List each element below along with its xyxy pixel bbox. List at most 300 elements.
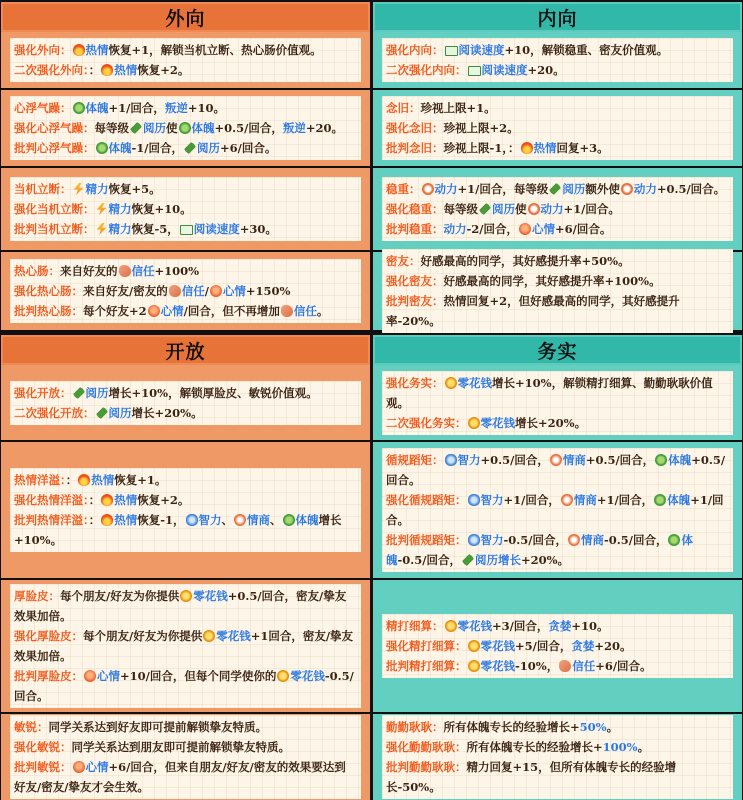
stat-keyword: 智力	[457, 453, 481, 467]
value-cell	[1, 168, 370, 250]
leaf-icon	[549, 183, 561, 195]
coin-icon	[445, 377, 457, 389]
value-cell	[373, 442, 742, 578]
effect-line	[14, 219, 357, 239]
effect-line	[14, 383, 357, 403]
effect-text: +5/回合，	[515, 639, 572, 653]
value-cell	[373, 714, 742, 800]
fire-icon	[78, 474, 90, 486]
effect-label: 二次强化内向：	[386, 63, 467, 77]
value-cell	[1, 365, 370, 440]
section-header: 开放	[1, 335, 370, 365]
body-icon	[283, 514, 295, 526]
section-header: 外向	[1, 2, 370, 32]
effect-line	[14, 666, 357, 706]
stat-keyword: 情商	[247, 513, 271, 527]
stat-keyword: 阅历	[108, 405, 132, 420]
value-card	[382, 371, 733, 435]
effect-text: 回复+3。	[556, 141, 609, 155]
stat-keyword: 体魄	[108, 141, 132, 155]
stat-keyword: 信任	[293, 304, 317, 318]
effect-text: 所有体魄专长的经验增长+	[466, 740, 603, 754]
stat-keyword: 零花钱	[480, 639, 515, 653]
stat-keyword: 热情	[91, 473, 115, 487]
stat-keyword: 体魄	[191, 121, 215, 135]
stat-keyword: 零花钱	[457, 375, 492, 390]
effect-label: 厚脸皮：	[14, 589, 60, 603]
fire-icon	[521, 142, 533, 154]
effect-text: 增长+20%。	[515, 415, 587, 430]
effect-label: 强化内向：	[386, 43, 444, 57]
stat-keyword: 零花钱	[457, 619, 492, 633]
effect-text: -0.5/回合，	[603, 533, 668, 547]
effect-text: 所有体魄专长的经验增长+	[443, 720, 580, 734]
value-card	[10, 715, 361, 799]
effect-text: ：	[88, 63, 101, 77]
body-icon	[96, 142, 108, 154]
effect-line	[386, 60, 729, 80]
book-icon	[468, 66, 481, 76]
effect-text: ：	[88, 493, 101, 507]
effect-text: 每个好友+2	[83, 304, 147, 318]
value-card	[382, 715, 733, 799]
effect-line	[14, 737, 357, 757]
stat-keyword: 阅历	[196, 141, 220, 155]
trust-icon	[281, 305, 293, 317]
effect-label: 批判密友：	[386, 294, 444, 308]
effect-text: +1/回合，	[503, 493, 560, 507]
effect-text: 恢复+2。	[137, 493, 190, 507]
effect-text: -0.5/回合，	[503, 533, 567, 547]
stat-keyword: 精力	[108, 202, 132, 216]
stat-keyword: 零花钱	[193, 589, 228, 603]
effect-text: +3/回合，	[492, 619, 549, 633]
effect-line	[14, 586, 357, 626]
stat-keyword: 贪婪	[571, 639, 595, 653]
effect-line	[386, 490, 729, 530]
effect-line	[386, 138, 729, 158]
effect-label: 批判敏锐：	[14, 760, 72, 774]
effect-text: 每个朋友/好友为你提供	[83, 629, 203, 643]
stat-keyword: 智力	[480, 493, 504, 507]
effect-line	[386, 530, 729, 570]
effect-label: 循规蹈矩：	[386, 453, 444, 467]
effect-line	[386, 373, 729, 413]
coin-icon	[277, 670, 289, 682]
effect-line	[386, 616, 729, 636]
effect-text: +10，解锁稳重、密友价值观。	[504, 43, 669, 57]
value-card	[382, 249, 733, 333]
value-cell	[1, 714, 370, 800]
body-icon	[668, 534, 680, 546]
effect-text: +100%	[154, 264, 200, 278]
effect-text: +30。	[239, 222, 277, 236]
effect-label: 批判当机立断：	[14, 222, 95, 236]
stat-keyword: 阅历增长	[474, 553, 521, 567]
trust-icon	[119, 265, 131, 277]
effect-text: 热情回复+2，但好感最高的同学，其好感提升率-20%。	[386, 294, 680, 328]
effect-label: 勤勤耿耿：	[386, 720, 444, 734]
effect-text: +10。	[571, 619, 609, 633]
stat-keyword: 心情	[531, 222, 555, 236]
stat-keyword: 热情	[114, 513, 138, 527]
effect-label: 批判热情洋溢：	[14, 513, 89, 527]
fire-icon	[101, 64, 113, 76]
fire-icon	[101, 514, 113, 526]
stat-keyword: 体魄	[85, 101, 109, 115]
effect-text: /回合，但不再增加	[183, 304, 280, 318]
effect-line	[14, 301, 357, 321]
effect-label: 强化热心肠：	[14, 284, 83, 298]
effect-text: 恢复-5，	[131, 222, 179, 236]
stat-keyword: 零花钱	[480, 415, 515, 430]
effect-label: 批判心浮气躁：	[14, 141, 95, 155]
stat-keyword: 情商	[580, 533, 604, 547]
stat-keyword: 热情	[114, 493, 138, 507]
effect-label: 强化敏锐：	[14, 740, 72, 754]
effect-line	[386, 413, 729, 433]
stat-keyword: 情商	[573, 493, 597, 507]
effect-text: +20%。	[520, 553, 570, 567]
effect-line	[386, 219, 729, 239]
effect-text: +0.5/回合，	[480, 453, 549, 467]
effect-text: +1/回合，	[596, 493, 654, 507]
coin-icon	[468, 660, 480, 672]
value-card	[10, 259, 361, 323]
stat-keyword: 智力	[198, 513, 222, 527]
stat-keyword: 体魄	[295, 513, 319, 527]
effect-label: 二次强化开放：	[14, 405, 95, 420]
stat-keyword: 100%	[602, 740, 638, 754]
coin-icon	[468, 417, 480, 429]
stat-keyword: 阅历	[562, 182, 586, 196]
effect-text: +0.5/回合。	[656, 182, 726, 196]
trust-icon	[559, 660, 571, 672]
value-cell	[373, 580, 742, 712]
effect-text: 恢复+10。	[131, 202, 192, 216]
coin-icon	[203, 630, 215, 642]
effect-line	[14, 60, 357, 80]
effect-text: 每等级	[94, 121, 129, 135]
eq-icon	[568, 534, 580, 546]
stat-keyword: 心情	[97, 669, 120, 683]
effect-line	[386, 291, 729, 331]
effect-label: 批判勤勤耿耿：	[386, 760, 467, 774]
effect-text: 珍视上限-1，：	[443, 141, 520, 155]
effect-line	[14, 40, 357, 60]
stat-keyword: 热情	[114, 63, 138, 77]
effect-line	[14, 199, 357, 219]
brain-icon	[186, 514, 198, 526]
value-card	[382, 177, 733, 241]
effect-label: 密友：	[386, 254, 421, 268]
effect-label: 强化念旧：	[386, 121, 444, 135]
stat-keyword: 热情	[85, 43, 109, 57]
effect-text: 恢复+2。	[137, 63, 190, 77]
effect-line	[14, 118, 357, 138]
effect-text: -1/回合，	[131, 141, 183, 155]
value-cell	[1, 32, 370, 88]
leaf-icon	[73, 387, 85, 399]
effect-text: 同学关系达到朋友即可提前解锁挚友特质。	[71, 740, 290, 754]
value-card	[10, 381, 361, 425]
effect-label: 强化勤勤耿耿：	[386, 740, 467, 754]
stat-keyword: 阅历	[492, 202, 515, 216]
effect-text: 恢复+1。	[114, 473, 167, 487]
stat-keyword: 信任	[572, 659, 596, 673]
effect-label: 强化外向：	[14, 43, 72, 57]
effect-text: 。	[606, 720, 619, 734]
leaf-icon	[184, 142, 196, 154]
effect-line	[386, 40, 729, 60]
effect-line	[386, 118, 729, 138]
stat-keyword: 50%	[579, 720, 607, 734]
body-icon	[73, 102, 85, 114]
fire-icon	[73, 44, 85, 56]
effect-text: +0.5/回合。	[386, 453, 726, 487]
value-cell	[1, 90, 370, 166]
effect-text: ：	[65, 473, 78, 487]
effect-text: ：	[88, 513, 101, 527]
effect-text: 恢复+5。	[108, 182, 161, 196]
effect-line	[386, 656, 729, 676]
effect-text: +0.5/回合，	[585, 453, 655, 467]
effect-label: 批判热心肠：	[14, 304, 83, 318]
value-card	[382, 448, 733, 572]
stat-keyword: 信任	[131, 264, 155, 278]
effect-text: 好感最高的同学，其好感提升率+50%。	[420, 254, 630, 268]
effect-label: 批判厚脸皮：	[14, 669, 83, 683]
effect-text: 、	[221, 513, 234, 527]
effect-line	[14, 490, 357, 510]
effect-text: 恢复+1，解锁当机立断、热心肠价值观。	[108, 43, 322, 57]
effect-line	[386, 199, 729, 219]
effect-text: 恢复-1，	[137, 513, 185, 527]
effect-line	[386, 757, 729, 797]
value-cell	[1, 580, 370, 712]
effect-label: 心浮气躁：	[14, 101, 72, 115]
value-cell	[373, 365, 742, 440]
effect-text: +0.5/回合，	[214, 121, 283, 135]
effect-label: 敏锐：	[14, 720, 49, 734]
effect-text: -0.5/回合，	[397, 553, 461, 567]
effect-text: 增长+10%，解锁厚脸皮、敏锐价值观。	[108, 385, 318, 400]
motive-icon	[422, 183, 434, 195]
value-card	[382, 96, 733, 160]
book-icon	[180, 225, 193, 235]
value-card	[10, 584, 361, 708]
effect-text: 来自好友的	[60, 264, 118, 278]
effect-label: 强化务实：	[386, 375, 444, 390]
effect-line	[14, 98, 357, 118]
stat-keyword: 叛逆	[282, 121, 306, 135]
stat-keyword: 阅历	[143, 121, 166, 135]
effect-text: 珍视上限+2。	[443, 121, 519, 135]
effect-text: -2/回合，	[466, 222, 518, 236]
stat-keyword: 动力	[434, 182, 458, 196]
leaf-icon	[479, 203, 491, 215]
effect-label: 当机立断：	[14, 182, 72, 196]
effect-label: 强化密友：	[386, 274, 444, 288]
stat-keyword: 叛逆	[164, 101, 188, 115]
effect-label: 二次强化务实：	[386, 415, 467, 430]
brain-icon	[445, 454, 457, 466]
effect-text: +10/回合，但每个同学使你的	[120, 669, 277, 683]
leaf-icon	[96, 407, 108, 419]
effect-label: 稳重：	[386, 182, 421, 196]
effect-line	[386, 179, 729, 199]
effect-text: +1/回合，	[108, 101, 165, 115]
effect-text: 。	[637, 740, 650, 754]
value-card	[10, 96, 361, 160]
stat-keyword: 体魄	[668, 453, 692, 467]
stat-keyword: 精力	[108, 222, 132, 236]
effect-label: 念旧：	[386, 101, 421, 115]
stat-keyword: 智力	[480, 533, 504, 547]
value-card	[382, 38, 733, 82]
effect-text: +6/回合，但来自朋友/好友/密友的效果要达到好友/密友/挚友才会生效。	[14, 760, 346, 794]
motive-icon	[621, 183, 633, 195]
effect-label: 批判念旧：	[386, 141, 444, 155]
effect-label: 强化精打细算：	[386, 639, 467, 653]
effect-line	[386, 271, 729, 291]
effect-text: +150%	[245, 284, 291, 298]
heart-emo-icon	[73, 761, 85, 773]
coin-icon	[445, 620, 457, 632]
stat-keyword: 零花钱	[480, 659, 515, 673]
body-icon	[654, 494, 666, 506]
effect-line	[386, 251, 729, 271]
value-cell	[373, 168, 742, 250]
effect-line	[386, 636, 729, 656]
effect-text: +1/回合。	[563, 202, 620, 216]
effect-text: +20。	[594, 639, 632, 653]
effect-text: -10%，	[515, 659, 559, 673]
effect-label: 二次强化外向：	[14, 63, 89, 77]
bolt-icon	[96, 203, 108, 215]
effect-text: 每个朋友/好友为你提供	[60, 589, 180, 603]
stat-keyword: 阅读速度	[458, 43, 505, 57]
motive-icon	[528, 203, 540, 215]
effect-text: 、	[270, 513, 282, 527]
effect-label: 强化厚脸皮：	[14, 629, 83, 643]
eq-icon	[234, 514, 246, 526]
stat-keyword: 体魄	[386, 533, 693, 567]
book-icon	[445, 46, 458, 56]
leaf-icon	[130, 122, 142, 134]
stat-keyword: 动力	[540, 202, 564, 216]
effect-text: +6/回合。	[554, 222, 612, 236]
effect-text: +0.5/回合，密友/挚友效果加倍。	[14, 589, 347, 623]
effect-line	[14, 626, 357, 666]
heart-emo-icon	[148, 305, 160, 317]
effect-label: 强化循规蹈矩：	[386, 493, 467, 507]
effect-text: +1回合，密友/挚友效果加倍。	[14, 629, 354, 663]
effect-text: 额外使	[585, 182, 620, 196]
value-card	[10, 468, 361, 552]
effect-text: 增长+10%，解锁精打细算、勤勤耿耿价值观。	[386, 375, 713, 410]
heart-emo-icon	[84, 670, 96, 682]
effect-text: 每等级	[443, 202, 478, 216]
effect-label: 精打细算：	[386, 619, 444, 633]
eq-icon	[550, 454, 562, 466]
stat-keyword: 心情	[222, 284, 246, 298]
stat-keyword: 零花钱	[290, 669, 325, 683]
section-header: 内向	[373, 2, 742, 32]
effect-text: 使	[515, 202, 527, 216]
effect-line	[386, 450, 729, 490]
effect-line	[14, 179, 357, 199]
effect-text: +6/回合。	[595, 659, 652, 673]
stat-keyword: 阅历	[85, 385, 109, 400]
stat-keyword: 零花钱	[216, 629, 251, 643]
trust-icon	[169, 285, 181, 297]
stat-keyword: 心情	[85, 760, 109, 774]
effect-text: +20。	[305, 121, 343, 135]
effect-line	[14, 470, 357, 490]
bolt-icon	[96, 223, 108, 235]
value-cell	[373, 252, 742, 330]
effect-text: /	[204, 284, 209, 298]
stat-keyword: 信任	[181, 284, 205, 298]
value-cell	[1, 442, 370, 578]
effect-label: 强化稳重：	[386, 202, 444, 216]
effect-text: +1/回合，每等级	[457, 182, 549, 196]
effect-text: 精力回复+15，但所有体魄专长的经验增长-50%。	[386, 760, 677, 794]
effect-line	[14, 403, 357, 423]
body-icon	[655, 454, 667, 466]
stat-keyword: 体魄	[667, 493, 691, 507]
effect-label: 热情洋溢：	[14, 473, 66, 487]
effect-label: 批判循规蹈矩：	[386, 533, 467, 547]
effect-text: +20。	[527, 63, 565, 77]
effect-text: 同学关系达到好友即可提前解锁挚友特质。	[48, 720, 267, 734]
effect-text: 来自好友/密友的	[83, 284, 168, 298]
effect-text: 增长+20%。	[131, 405, 203, 420]
effect-line	[14, 510, 357, 550]
fire-icon	[101, 494, 113, 506]
effect-line	[14, 261, 357, 281]
effect-text: +6/回合。	[219, 141, 277, 155]
effect-label: 强化热情洋溢：	[14, 493, 89, 507]
value-cell	[373, 90, 742, 166]
effect-text: 好感最高的同学，其好感提升率+100%。	[443, 274, 661, 288]
effect-label: 批判精打细算：	[386, 659, 467, 673]
coin-icon	[180, 590, 192, 602]
effect-text: +1/回合。	[386, 493, 724, 527]
effect-label: 批判稳重：	[386, 222, 444, 236]
effect-text: 。	[316, 304, 329, 318]
stat-keyword: 动力	[443, 222, 467, 236]
effect-line	[386, 717, 729, 737]
stat-keyword: 阅读速度	[481, 63, 528, 77]
coin-icon	[468, 640, 480, 652]
effect-line	[14, 138, 357, 158]
value-cell	[1, 252, 370, 330]
stat-keyword: 热情	[533, 141, 557, 155]
value-card	[10, 177, 361, 241]
effect-label: 强化心浮气躁：	[14, 121, 95, 135]
stat-keyword: 心情	[160, 304, 184, 318]
brain-icon	[468, 494, 480, 506]
effect-line	[386, 98, 729, 118]
brain-icon	[468, 534, 480, 546]
value-card	[10, 38, 361, 82]
effect-label: 热心肠：	[14, 264, 60, 278]
effect-line	[14, 717, 357, 737]
body-icon	[179, 122, 191, 134]
effect-text: 使	[166, 121, 178, 135]
